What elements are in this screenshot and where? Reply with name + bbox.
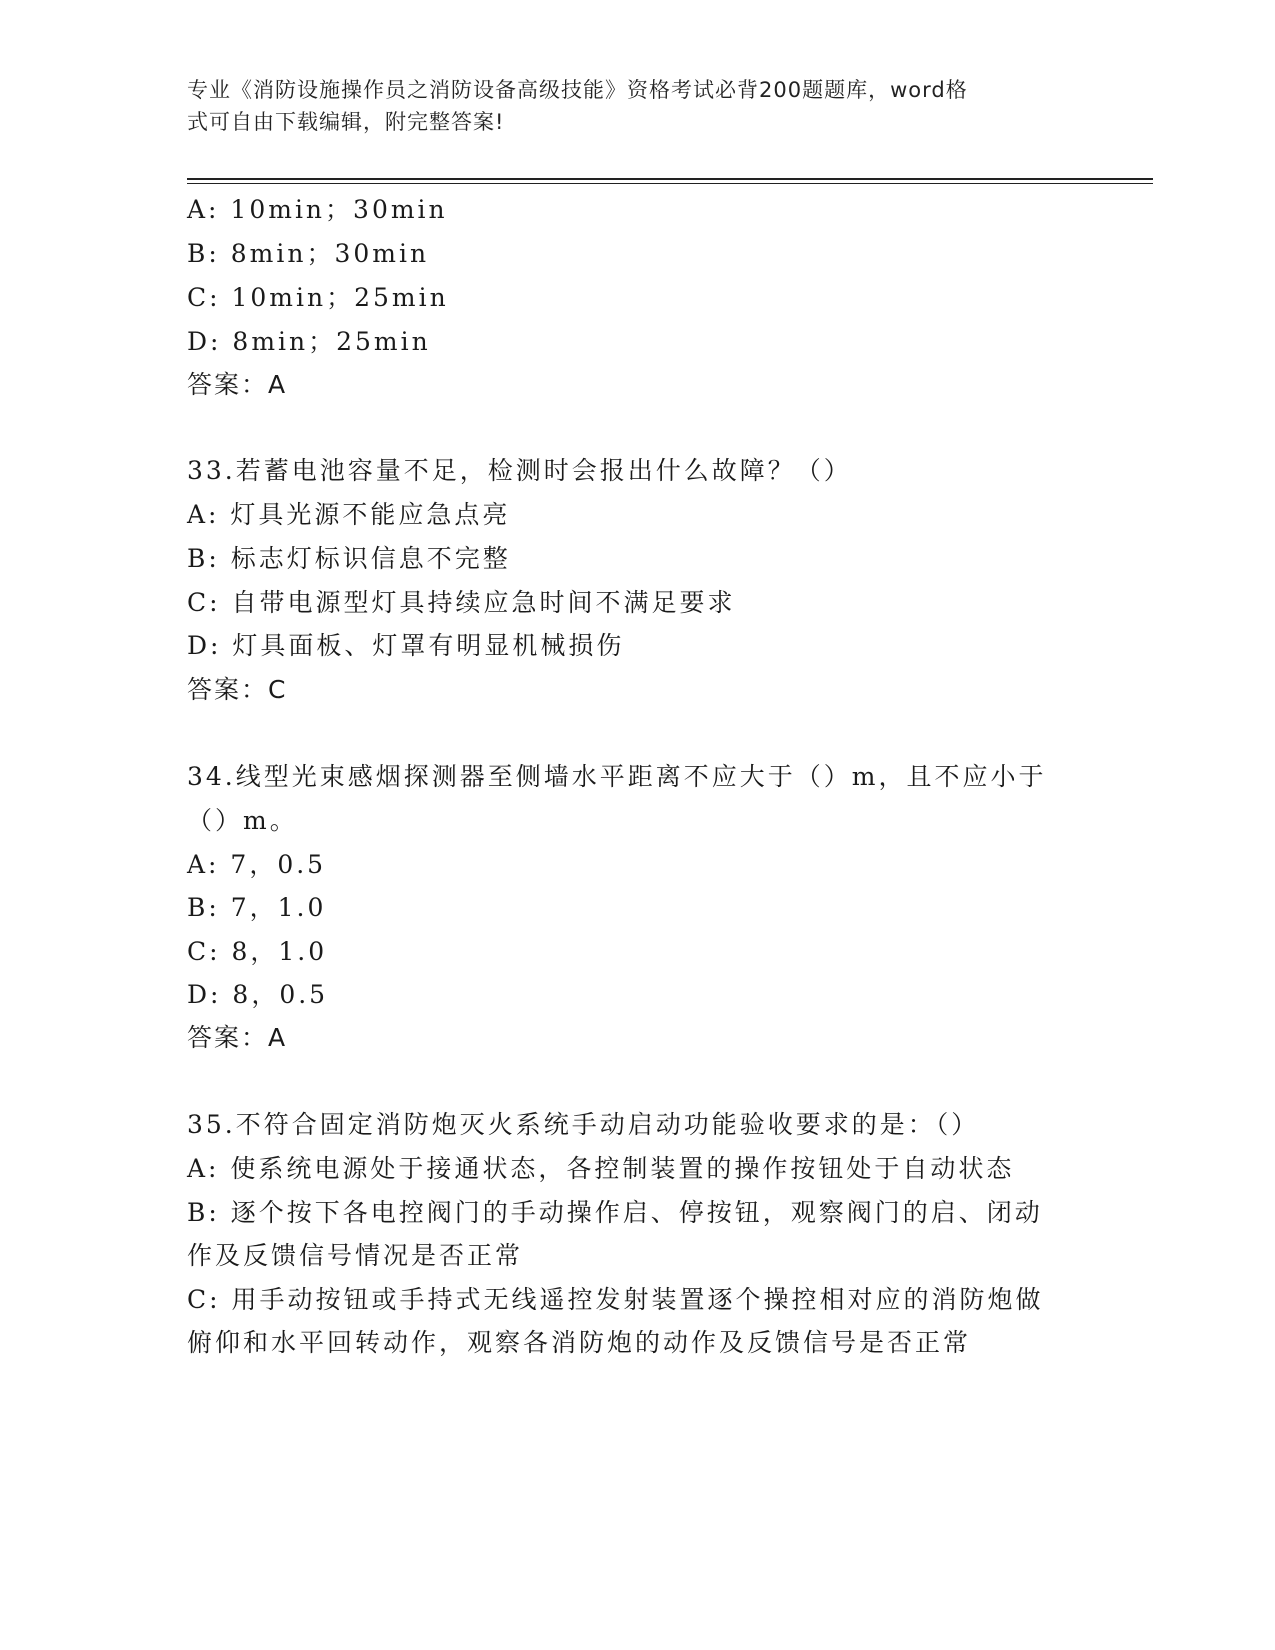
document-title-line-2: 式可自由下载编辑，附完整答案! (187, 110, 505, 134)
q32-option-c: C: 10min；25min (187, 283, 449, 312)
q33-option-b: B: 标志灯标识信息不完整 (187, 544, 511, 573)
q33-answer: 答案：C (187, 675, 288, 704)
q35-option-c-line-2: 俯仰和水平回转动作，观察各消防炮的动作及反馈信号是否正常 (187, 1328, 972, 1357)
q35-option-a: A: 使系统电源处于接通状态，各控制装置的操作按钮处于自动状态 (187, 1154, 1015, 1183)
q34-option-b: B: 7，1.0 (187, 893, 327, 922)
q34-stem-line-2: （）m。 (187, 806, 298, 835)
q33-stem: 33.若蓄电池容量不足，检测时会报出什么故障？（） (187, 456, 852, 485)
q34-option-c: C: 8，1.0 (187, 937, 328, 966)
q33-option-d: D: 灯具面板、灯罩有明显机械损伤 (187, 631, 625, 660)
q33-option-c: C: 自带电源型灯具持续应急时间不满足要求 (187, 588, 736, 617)
q34-answer: 答案：A (187, 1023, 288, 1052)
document-title (187, 74, 1067, 138)
q34-option-a: A: 7，0.5 (187, 850, 327, 879)
q32-option-d: D: 8min；25min (187, 327, 431, 356)
header-divider-thick (187, 178, 1153, 180)
header-divider-thin (187, 183, 1153, 184)
q33-option-a: A: 灯具光源不能应急点亮 (187, 500, 511, 529)
q35-stem: 35.不符合固定消防炮灭火系统手动启动功能验收要求的是：（） (187, 1110, 980, 1139)
q35-option-c-line-1: C: 用手动按钮或手持式无线遥控发射装置逐个操控相对应的消防炮做 (187, 1285, 1044, 1314)
q32-option-a: A: 10min；30min (187, 195, 448, 224)
q35-option-b-line-1: B: 逐个按下各电控阀门的手动操作启、停按钮，观察阀门的启、闭动 (187, 1198, 1043, 1227)
q32-answer: 答案：A (187, 370, 288, 399)
q34-option-d: D: 8，0.5 (187, 980, 329, 1009)
document-title-line-1: 专业《消防设施操作员之消防设备高级技能》资格考试必背200题题库，word格 (187, 78, 968, 102)
q32-option-b: B: 8min；30min (187, 239, 430, 268)
q35-option-b-line-2: 作及反馈信号情况是否正常 (187, 1241, 524, 1270)
q34-stem-line-1: 34.线型光束感烟探测器至侧墙水平距离不应大于（）m，且不应小于 (187, 762, 1047, 791)
